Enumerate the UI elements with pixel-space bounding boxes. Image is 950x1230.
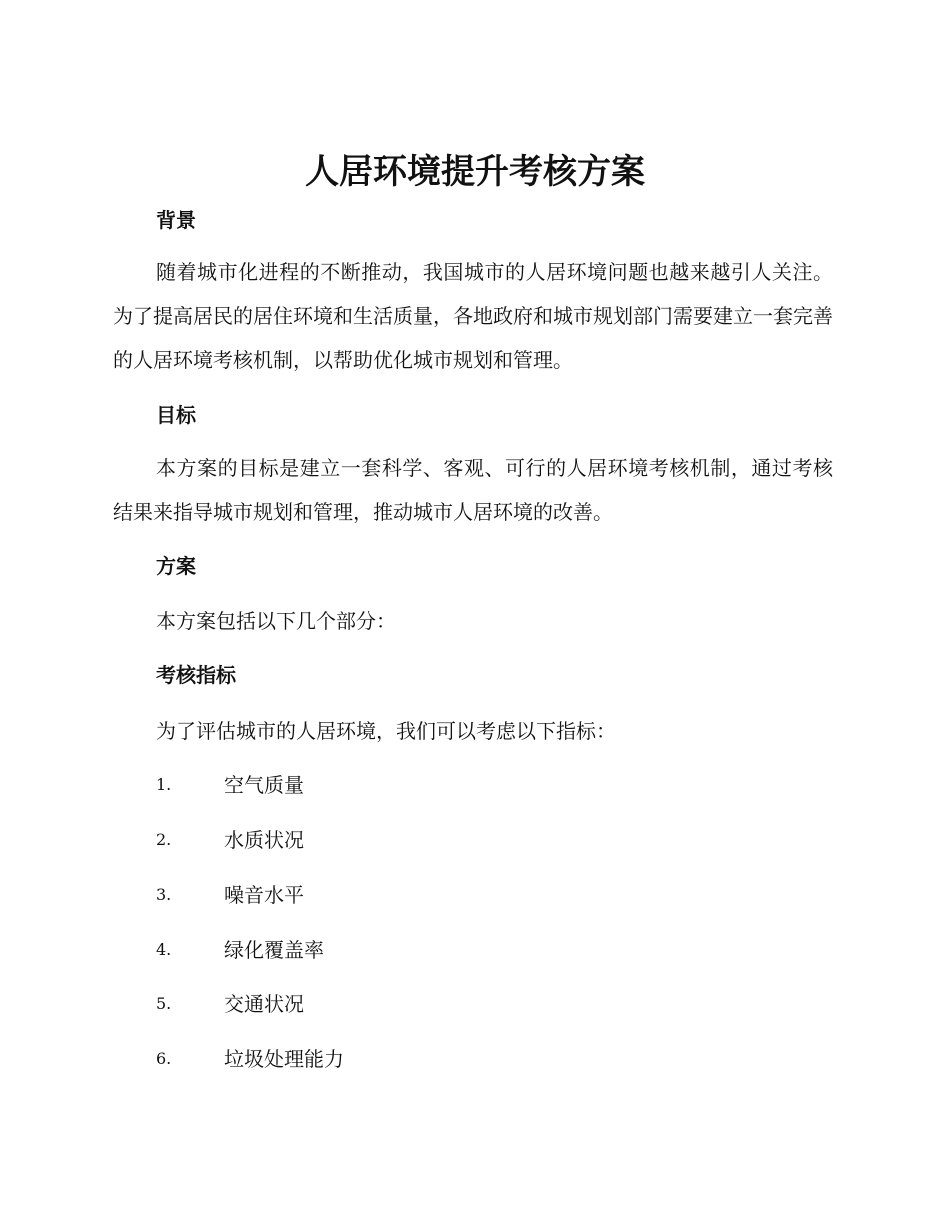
background-paragraph: 随着城市化进程的不断推动，我国城市的人居环境问题也越来越引人关注。为了提高居民的居住环境和生活质量，各地政府和城市规划部门需要建立一套完善的人居环境考核机制，以帮助优化城市规划和管理。 [113,260,833,372]
list-item-number: 6. [156,1049,172,1068]
plan-intro: 本方案包括以下几个部分： [156,609,396,633]
list-item-text: 空气质量 [224,773,304,797]
list-item-text: 交通状况 [224,992,304,1016]
list-item-number: 5. [156,994,172,1013]
list-item-number: 2. [156,830,172,849]
list-item [156,989,556,1019]
list-item-number: 4. [156,940,172,959]
section-heading-goal: 目标 [156,403,196,427]
list-item-text: 绿化覆盖率 [224,938,324,962]
indicators-intro: 为了评估城市的人居环境，我们可以考虑以下指标： [156,719,616,743]
list-item [156,880,556,910]
list-item [156,1044,556,1074]
list-item-number: 3. [156,885,172,904]
section-heading-indicators: 考核指标 [156,663,236,687]
list-item-text: 噪音水平 [224,883,304,907]
section-heading-background: 背景 [156,208,196,232]
document-title: 人居环境提升考核方案 [305,152,645,192]
list-item-text: 垃圾处理能力 [224,1047,344,1071]
list-item [156,825,556,855]
list-item [156,770,556,800]
list-item-text: 水质状况 [224,828,304,852]
list-item [156,935,556,965]
goal-paragraph: 本方案的目标是建立一套科学、客观、可行的人居环境考核机制，通过考核结果来指导城市规划和管理，推动城市人居环境的改善。 [113,456,833,524]
section-heading-plan: 方案 [156,554,196,578]
list-item-number: 1. [156,775,172,794]
